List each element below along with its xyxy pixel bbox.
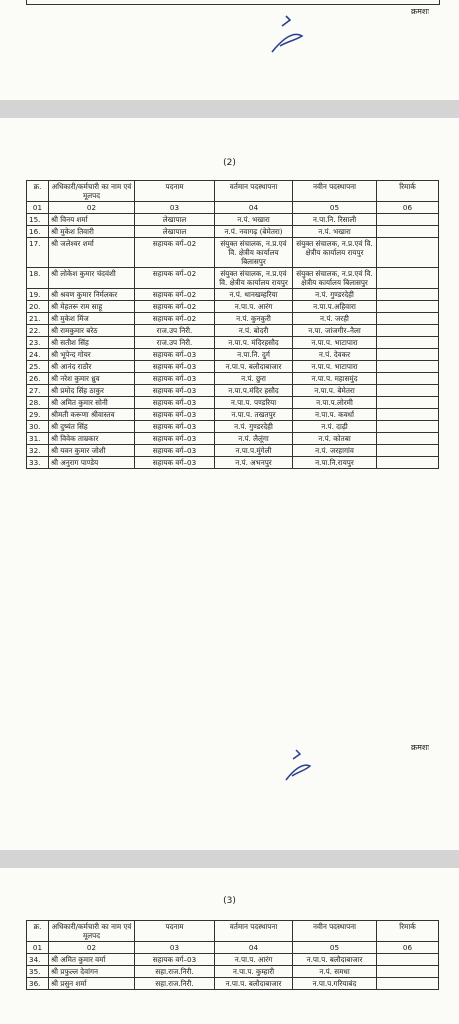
designation-cell: सहा.राज.निरी. xyxy=(135,966,215,978)
table-header-row xyxy=(27,921,439,942)
table-row xyxy=(27,289,439,301)
table-row xyxy=(27,966,439,978)
previous-table-bottom-edge xyxy=(26,0,440,5)
page-1-fragment xyxy=(0,0,459,100)
remark-cell xyxy=(377,238,439,268)
name-cell: श्री दुष्यंत सिंह xyxy=(49,421,135,433)
current-posting-cell: न.पा.प.मंदिर हसौद xyxy=(215,385,293,397)
transfer-table-continued xyxy=(26,920,439,990)
table-row xyxy=(27,214,439,226)
col-number: 02 xyxy=(49,942,135,954)
serial-cell: 23. xyxy=(27,337,49,349)
table-body xyxy=(27,954,439,990)
designation-cell: सहायक वर्ग–03 xyxy=(135,457,215,469)
name-cell: श्री सतीश सिंह xyxy=(49,337,135,349)
page-number: (3) xyxy=(223,896,236,906)
designation-cell: सहायक वर्ग–02 xyxy=(135,301,215,313)
designation-cell: सहायक वर्ग–03 xyxy=(135,373,215,385)
remark-cell xyxy=(377,409,439,421)
new-posting-cell: न.पं. जरही xyxy=(293,313,377,325)
table-row xyxy=(27,361,439,373)
header-name: अधिकारी/कर्मचारी का नाम एवं मूलपद xyxy=(49,921,135,942)
current-posting-cell: संयुक्त संचालक, न.प्र.एवं वि. क्षेत्रीय कार्यालय बिलासपुर xyxy=(215,238,293,268)
table-row xyxy=(27,433,439,445)
name-cell: श्री भूपेन्द गोयर xyxy=(49,349,135,361)
serial-cell: 27. xyxy=(27,385,49,397)
serial-cell: 15. xyxy=(27,214,49,226)
current-posting-cell: न.पं. नवागढ़ (बेमेतरा) xyxy=(215,226,293,238)
remark-cell xyxy=(377,433,439,445)
remark-cell xyxy=(377,373,439,385)
column-number-row xyxy=(27,942,439,954)
current-posting-cell: न.पं. लैलूंगा xyxy=(215,433,293,445)
serial-cell: 32. xyxy=(27,445,49,457)
header-remark: रिमार्क xyxy=(377,921,439,942)
name-cell: श्री अमित कुमार सोनी xyxy=(49,397,135,409)
remark-cell xyxy=(377,421,439,433)
col-number: 02 xyxy=(49,202,135,214)
current-posting-cell: न.पा.प. आरंग xyxy=(215,954,293,966)
header-new-posting: नवीन पदस्थापना xyxy=(293,181,377,202)
new-posting-cell: न.पा.प.गरियाबंद xyxy=(293,978,377,990)
designation-cell: सहायक वर्ग–03 xyxy=(135,361,215,373)
serial-cell: 24. xyxy=(27,349,49,361)
remark-cell xyxy=(377,978,439,990)
new-posting-cell: संयुक्त संचालक, न.प्र.एवं वि. क्षेत्रीय कार्यालय रायपुर xyxy=(293,238,377,268)
name-cell: श्री श्रवण कुमार निर्मलकर xyxy=(49,289,135,301)
serial-cell: 35. xyxy=(27,966,49,978)
current-posting-cell: न.पं. भखारा xyxy=(215,214,293,226)
remark-cell xyxy=(377,445,439,457)
designation-cell: सहायक वर्ग–03 xyxy=(135,385,215,397)
remark-cell xyxy=(377,337,439,349)
new-posting-cell: न.पा. जांजगीर–नैला xyxy=(293,325,377,337)
serial-cell: 28. xyxy=(27,397,49,409)
name-cell: श्री यवन कुमार जोशी xyxy=(49,445,135,457)
current-posting-cell: न.पं. बोदरी xyxy=(215,325,293,337)
new-posting-cell: न.पं. देवकर xyxy=(293,349,377,361)
table-row xyxy=(27,226,439,238)
header-new-posting: नवीन पदस्थापना xyxy=(293,921,377,942)
name-cell: श्री नरेश कुमार ध्रुव xyxy=(49,373,135,385)
new-posting-cell: न.पा.प. बलौदाबाजार xyxy=(293,954,377,966)
name-cell: श्री अनुराग पाण्डेय xyxy=(49,457,135,469)
new-posting-cell: न.पा.नि. रिसाली xyxy=(293,214,377,226)
header-serial: क्र. xyxy=(27,921,49,942)
header-designation: पदनाम xyxy=(135,921,215,942)
remark-cell xyxy=(377,966,439,978)
col-number: 01 xyxy=(27,202,49,214)
table-row xyxy=(27,313,439,325)
signature-1 xyxy=(262,12,312,56)
new-posting-cell: न.पा.प. महासमुंद xyxy=(293,373,377,385)
name-cell: श्री रामकुमार बरेठ xyxy=(49,325,135,337)
designation-cell: सहायक वर्ग–02 xyxy=(135,268,215,289)
name-cell: श्री मेहतरू राम साहू xyxy=(49,301,135,313)
current-posting-cell: न.पं. अभनपुर xyxy=(215,457,293,469)
current-posting-cell: न.पा.प. मंदिरहसौद xyxy=(215,337,293,349)
designation-cell: सहायक वर्ग–02 xyxy=(135,289,215,301)
serial-cell: 21. xyxy=(27,313,49,325)
new-posting-cell: न.पा.प. बेमेतरा xyxy=(293,385,377,397)
remark-cell xyxy=(377,289,439,301)
col-number: 04 xyxy=(215,942,293,954)
transfer-table xyxy=(26,180,439,469)
serial-cell: 25. xyxy=(27,361,49,373)
name-cell: श्री मुकेश मिंज xyxy=(49,313,135,325)
col-number: 06 xyxy=(377,202,439,214)
table-header-row xyxy=(27,181,439,202)
new-posting-cell: न.पा.प. भाटापारा xyxy=(293,337,377,349)
designation-cell: सहायक वर्ग–03 xyxy=(135,954,215,966)
new-posting-cell: संयुक्त संचालक, न.प्र.एवं वि. क्षेत्रीय कार्यालय बिलासपुर xyxy=(293,268,377,289)
designation-cell: सहायक वर्ग–03 xyxy=(135,433,215,445)
continued-label: क्रमशः xyxy=(411,7,429,16)
name-cell: श्री विवेक ताम्रकार xyxy=(49,433,135,445)
table-row xyxy=(27,349,439,361)
designation-cell: सहायक वर्ग–02 xyxy=(135,238,215,268)
name-cell: श्री प्रफुल्ल देवांगन xyxy=(49,966,135,978)
remark-cell xyxy=(377,301,439,313)
remark-cell xyxy=(377,361,439,373)
remark-cell xyxy=(377,349,439,361)
current-posting-cell: न.पा.प. बलौदाबाजार xyxy=(215,978,293,990)
remark-cell xyxy=(377,397,439,409)
table-row xyxy=(27,268,439,289)
remark-cell xyxy=(377,385,439,397)
remark-cell xyxy=(377,268,439,289)
table-row xyxy=(27,301,439,313)
current-posting-cell: न.पं. कुनकुरी xyxy=(215,313,293,325)
serial-cell: 34. xyxy=(27,954,49,966)
name-cell: श्री अमित कुमार वर्मा xyxy=(49,954,135,966)
name-cell: श्रीमती करूणा श्रीवास्तव xyxy=(49,409,135,421)
table-row xyxy=(27,409,439,421)
page-gap xyxy=(0,100,459,118)
serial-cell: 36. xyxy=(27,978,49,990)
table-row xyxy=(27,337,439,349)
designation-cell: राज.उप निरी. xyxy=(135,337,215,349)
table-row xyxy=(27,978,439,990)
current-posting-cell: न.पं. थानखम्हरिया xyxy=(215,289,293,301)
serial-cell: 19. xyxy=(27,289,49,301)
remark-cell xyxy=(377,954,439,966)
new-posting-cell: न.पं. दाढ़ी xyxy=(293,421,377,433)
new-posting-cell: न.पा.प. भाटापारा xyxy=(293,361,377,373)
col-number: 03 xyxy=(135,942,215,954)
designation-cell: सहायक वर्ग–03 xyxy=(135,349,215,361)
serial-cell: 30. xyxy=(27,421,49,433)
col-number: 04 xyxy=(215,202,293,214)
col-number: 03 xyxy=(135,202,215,214)
table-row xyxy=(27,421,439,433)
header-serial: क्र. xyxy=(27,181,49,202)
column-number-row xyxy=(27,202,439,214)
name-cell: श्री जलेश्वर शर्मा xyxy=(49,238,135,268)
new-posting-cell: न.पं. गुण्डरदेही xyxy=(293,289,377,301)
name-cell: श्री विनय शर्मा xyxy=(49,214,135,226)
col-number: 05 xyxy=(293,942,377,954)
table-row xyxy=(27,954,439,966)
table-row xyxy=(27,445,439,457)
current-posting-cell: न.पा.प. तखतपुर xyxy=(215,409,293,421)
page-number: (2) xyxy=(223,158,236,168)
serial-cell: 17. xyxy=(27,238,49,268)
new-posting-cell: न.पं. समधा xyxy=(293,966,377,978)
name-cell: श्री प्रमोद सिंह ठाकुर xyxy=(49,385,135,397)
new-posting-cell: न.पा.नि.रायपुर xyxy=(293,457,377,469)
header-designation: पदनाम xyxy=(135,181,215,202)
serial-cell: 20. xyxy=(27,301,49,313)
name-cell: श्री आनंद राठौर xyxy=(49,361,135,373)
table-row xyxy=(27,325,439,337)
designation-cell: सहायक वर्ग–03 xyxy=(135,421,215,433)
remark-cell xyxy=(377,214,439,226)
current-posting-cell: न.पा.प. बलौदाबाजार xyxy=(215,361,293,373)
new-posting-cell: न.पा.प.लोरमी xyxy=(293,397,377,409)
header-name: अधिकारी/कर्मचारी का नाम एवं मूलपद xyxy=(49,181,135,202)
remark-cell xyxy=(377,226,439,238)
designation-cell: सहायक वर्ग–03 xyxy=(135,445,215,457)
page-3 xyxy=(0,868,459,1024)
header-current-posting: वर्तमान पदस्थापना xyxy=(215,921,293,942)
remark-cell xyxy=(377,457,439,469)
serial-cell: 33. xyxy=(27,457,49,469)
table-row xyxy=(27,385,439,397)
current-posting-cell: न.पा.प. कुम्हारी xyxy=(215,966,293,978)
name-cell: श्री मुकेश तिवारी xyxy=(49,226,135,238)
current-posting-cell: न.पा.नि. दुर्ग xyxy=(215,349,293,361)
serial-cell: 18. xyxy=(27,268,49,289)
remark-cell xyxy=(377,325,439,337)
current-posting-cell: न.पा.प.मुंगेली xyxy=(215,445,293,457)
designation-cell: सहायक वर्ग–02 xyxy=(135,313,215,325)
continued-label: क्रमशः xyxy=(411,743,429,752)
new-posting-cell: न.पा.प. कवर्धा xyxy=(293,409,377,421)
new-posting-cell: न.पं. जरहागांव xyxy=(293,445,377,457)
page-gap xyxy=(0,850,459,868)
table-row xyxy=(27,238,439,268)
current-posting-cell: न.पं. छुरा xyxy=(215,373,293,385)
serial-cell: 26. xyxy=(27,373,49,385)
header-current-posting: वर्तमान पदस्थापना xyxy=(215,181,293,202)
current-posting-cell: संयुक्त संचालक, न.प्र.एवं वि. क्षेत्रीय कार्यालय रायपुर xyxy=(215,268,293,289)
col-number: 05 xyxy=(293,202,377,214)
name-cell: श्री लोकेश कुमार चंदवंशी xyxy=(49,268,135,289)
designation-cell: सहायक वर्ग–03 xyxy=(135,397,215,409)
current-posting-cell: न.पं. गुण्डरदेही xyxy=(215,421,293,433)
designation-cell: सहायक वर्ग–03 xyxy=(135,409,215,421)
new-posting-cell: न.पं. भखारा xyxy=(293,226,377,238)
col-number: 01 xyxy=(27,942,49,954)
serial-cell: 22. xyxy=(27,325,49,337)
serial-cell: 16. xyxy=(27,226,49,238)
table-row xyxy=(27,457,439,469)
signature-2 xyxy=(280,746,320,786)
designation-cell: सहा.राज.निरी. xyxy=(135,978,215,990)
col-number: 06 xyxy=(377,942,439,954)
serial-cell: 31. xyxy=(27,433,49,445)
serial-cell: 29. xyxy=(27,409,49,421)
remark-cell xyxy=(377,313,439,325)
current-posting-cell: न.पा.प. आरंग xyxy=(215,301,293,313)
new-posting-cell: न.पा.प.अहिवारा xyxy=(293,301,377,313)
new-posting-cell: न.पं. कोतबा xyxy=(293,433,377,445)
header-remark: रिमार्क xyxy=(377,181,439,202)
table-row xyxy=(27,373,439,385)
current-posting-cell: न.पा.प. पण्डरिया xyxy=(215,397,293,409)
table-row xyxy=(27,397,439,409)
table-body xyxy=(27,214,439,469)
name-cell: श्री प्रसुन शर्मा xyxy=(49,978,135,990)
page-2 xyxy=(0,118,459,850)
designation-cell: लेखापाल xyxy=(135,214,215,226)
designation-cell: लेखापाल xyxy=(135,226,215,238)
designation-cell: राज.उप निरी. xyxy=(135,325,215,337)
